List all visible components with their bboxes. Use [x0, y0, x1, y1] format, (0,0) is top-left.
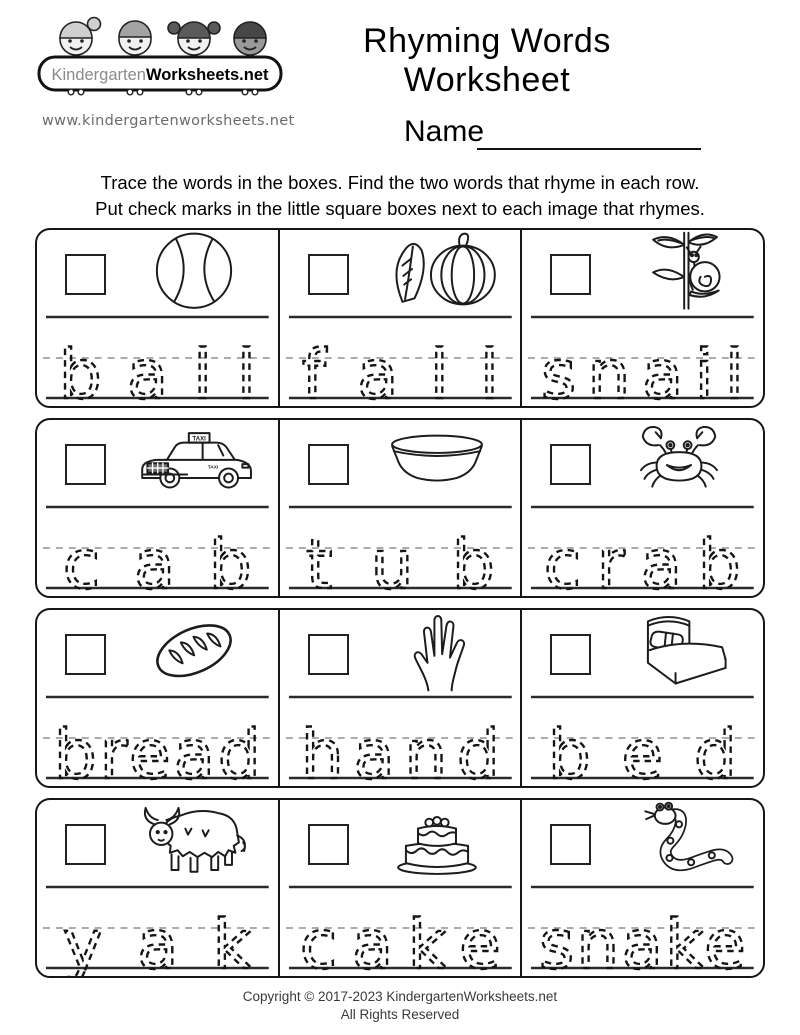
logo-text: KindergartenWorksheets.net: [51, 66, 269, 84]
rhyme-checkbox[interactable]: [308, 254, 349, 295]
cell-bed: [520, 610, 763, 795]
rhyme-checkbox[interactable]: [65, 634, 106, 675]
cell-crab: [520, 420, 763, 605]
site-url: www.kindergartenworksheets.net: [42, 113, 295, 129]
worksheet-row-3: [35, 608, 765, 795]
name-input-line[interactable]: [477, 148, 701, 150]
bread-image: [115, 611, 273, 693]
cell-snake: [520, 800, 763, 985]
trace-area: [280, 692, 521, 795]
rhyme-checkbox[interactable]: [65, 824, 106, 865]
bed-image: [600, 611, 758, 693]
rhyme-checkbox[interactable]: [550, 634, 591, 675]
cell-cab: [37, 420, 278, 605]
trace-word: snake: [539, 904, 747, 985]
worksheet-grid: [35, 228, 765, 988]
worksheet-row-2: [35, 418, 765, 605]
baseball-image: [115, 231, 273, 313]
yak-image: [115, 801, 273, 883]
cell-tub: [278, 420, 521, 605]
cell-cake: [278, 800, 521, 985]
name-label: Name: [404, 115, 485, 148]
tub-image: [358, 421, 516, 503]
cell-hand: [278, 610, 521, 795]
trace-word: snail: [541, 334, 745, 415]
trace-area: [522, 312, 763, 415]
svg-text:TAXI: TAXI: [207, 465, 219, 471]
trace-word: ball: [58, 334, 256, 415]
trace-word: bed: [548, 714, 738, 795]
trace-area: [280, 312, 521, 415]
instructions: [0, 170, 800, 223]
page-title: Rhyming Words Worksheet: [363, 22, 611, 99]
instructions-line-2: Put check marks in the little square boxes next to each image that rhymes.: [95, 198, 705, 220]
cell-bread: [37, 610, 278, 795]
trace-area: [37, 692, 278, 795]
trace-word: tub: [305, 524, 495, 605]
trace-area: [522, 882, 763, 985]
kindergartenworksheets-logo: [36, 10, 284, 110]
rhyme-checkbox[interactable]: [550, 824, 591, 865]
worksheet-row-1: [35, 228, 765, 415]
trace-area: [280, 882, 521, 985]
crab-image: [600, 421, 758, 503]
trace-area: [37, 882, 278, 985]
trace-area: [37, 312, 278, 415]
cell-yak: [37, 800, 278, 985]
trace-word: crab: [544, 524, 742, 605]
leaf-and-pumpkin-image: [358, 231, 516, 313]
trace-word: yak: [62, 904, 252, 985]
cell-fall: [278, 230, 521, 415]
rhyme-checkbox[interactable]: [308, 824, 349, 865]
svg-text:TAXI: TAXI: [192, 436, 206, 443]
trace-word: cab: [62, 524, 252, 605]
rhyme-checkbox[interactable]: [65, 444, 106, 485]
rhyme-checkbox[interactable]: [550, 254, 591, 295]
snail-image: [600, 231, 758, 313]
rhyme-checkbox[interactable]: [550, 444, 591, 485]
hand-image: [358, 611, 516, 693]
trace-word: hand: [300, 714, 500, 795]
rhyme-checkbox[interactable]: [65, 254, 106, 295]
rhyme-checkbox[interactable]: [308, 634, 349, 675]
trace-word: bread: [53, 714, 261, 795]
snake-image: [600, 801, 758, 883]
trace-area: [280, 502, 521, 605]
trace-area: [522, 502, 763, 605]
copyright-text: Copyright © 2017-2023 KindergartenWorksheets.net: [242, 989, 558, 1004]
trace-word: fall: [301, 334, 499, 415]
instructions-line-1: Trace the words in the boxes. Find the two words that rhyme in each row.: [100, 172, 700, 193]
worksheet-row-4: [35, 798, 765, 985]
trace-area: [37, 502, 278, 605]
cell-snail: [520, 230, 763, 415]
cake-image: [358, 801, 516, 883]
footer: [0, 988, 800, 1023]
taxi-cab-image: [115, 421, 273, 503]
rhyme-checkbox[interactable]: [308, 444, 349, 485]
rights-text: All Rights Reserved: [340, 1006, 460, 1022]
trace-area: [522, 692, 763, 795]
cell-ball: [37, 230, 278, 415]
trace-word: cake: [299, 904, 501, 985]
